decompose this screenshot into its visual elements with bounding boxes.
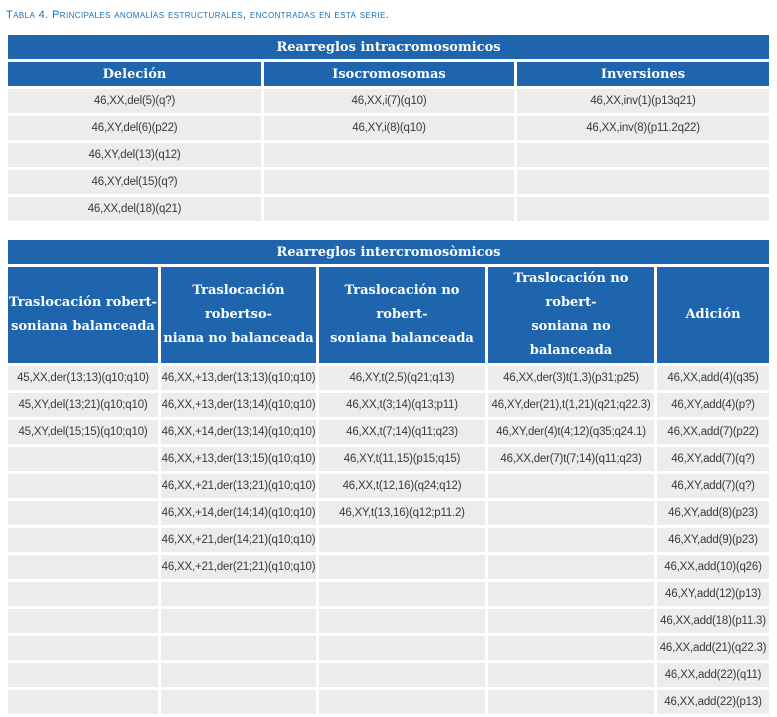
- table-cell: 46,XX,del(18)(q21): [8, 197, 261, 221]
- table-cell: [264, 143, 514, 167]
- table-cell: [8, 555, 158, 579]
- column-header-text: Traslocación no robert-: [513, 271, 629, 310]
- table-cell: 46,XY,del(13)(q12): [8, 143, 261, 167]
- table-cell: [161, 582, 316, 606]
- table-cell: [319, 636, 485, 660]
- table-cell: 46,XY,add(9)(p23): [657, 528, 769, 552]
- table-cell: 46,XX,+13,der(13;14)(q10;q10): [161, 393, 316, 417]
- table-cell: 46,XY,der(4)t(4;12)(q35;q24.1): [488, 420, 654, 444]
- table-cell: 46,XY,add(7)(q?): [657, 474, 769, 498]
- table-row: [8, 197, 769, 221]
- table-cell: 46,XX,+14,der(13;14)(q10;q10): [161, 420, 316, 444]
- column-header-text: soniana balanceada: [11, 319, 155, 334]
- table-cell: 46,XY,t(11,15)(p15;q15): [319, 447, 485, 471]
- table2-title: Rearreglos intercromosòmicos: [8, 240, 769, 264]
- table-cell: 45,XY,del(13;21)(q10;q10): [8, 393, 158, 417]
- column-header-text: soniana balanceada: [330, 331, 474, 346]
- table-row: [8, 170, 769, 194]
- table-cell: 46,XY,i(8)(q10): [264, 116, 514, 140]
- table1-title: Rearreglos intracromosomicos: [8, 35, 769, 59]
- table-cell: 46,XX,+21,der(13;21)(q10;q10): [161, 474, 316, 498]
- table-cell: 46,XX,add(22)(q11): [657, 663, 769, 687]
- table-cell: 46,XX,add(4)(q35): [657, 366, 769, 390]
- column-header: [264, 62, 514, 86]
- table-cell: [161, 609, 316, 633]
- table-cell: [8, 582, 158, 606]
- column-header-text: niana no balanceada: [163, 331, 314, 346]
- table-cell: 46,XY,add(7)(q?): [657, 447, 769, 471]
- table-cell: 46,XX,add(22)(p13): [657, 690, 769, 714]
- column-header-text: Traslocación robert-: [9, 295, 157, 310]
- table-cell: [319, 690, 485, 714]
- table-cell: [488, 609, 654, 633]
- table-cell: [8, 690, 158, 714]
- table-cell: [319, 555, 485, 579]
- table-cell: 46,XX,inv(1)(p13q21): [517, 89, 769, 113]
- table-cell: [488, 663, 654, 687]
- column-header-text: Isocromosomas: [332, 66, 446, 82]
- table-cell: [488, 582, 654, 606]
- table-cell: 46,XY,t(13,16)(q12;p11.2): [319, 501, 485, 525]
- table-cell: [517, 170, 769, 194]
- table-cell: 46,XX,t(7;14)(q11;q23): [319, 420, 485, 444]
- table-row: [8, 690, 769, 714]
- table-row: [8, 116, 769, 140]
- table-cell: 46,XY,add(12)(p13): [657, 582, 769, 606]
- table-cell: 46,XX,t(3;14)(q13;p11): [319, 393, 485, 417]
- table-cell: 46,XY,add(4)(p?): [657, 393, 769, 417]
- table-cell: [8, 474, 158, 498]
- table-cell: [8, 636, 158, 660]
- table-row: [8, 143, 769, 167]
- table-cell: 46,XX,del(5)(q?): [8, 89, 261, 113]
- table-cell: 46,XX,t(12,16)(q24;q12): [319, 474, 485, 498]
- table-cell: [488, 636, 654, 660]
- table-cell: [488, 555, 654, 579]
- table-cell: [319, 663, 485, 687]
- table-row: [8, 366, 769, 390]
- table-row: [8, 609, 769, 633]
- column-header-text: Adición: [685, 307, 741, 322]
- column-header: [8, 62, 261, 86]
- table-row: [8, 555, 769, 579]
- table-cell: [319, 582, 485, 606]
- column-header: [8, 267, 158, 363]
- table-cell: 45,XX,der(13;13)(q10;q10): [8, 366, 158, 390]
- column-header-text: Inversiones: [600, 66, 686, 82]
- table-cell: [161, 690, 316, 714]
- table-row: [8, 393, 769, 417]
- table-caption: Tabla 4. Principales anomalías estructurales, encontradas en esta serie.: [6, 9, 390, 21]
- table-cell: 46,XX,i(7)(q10): [264, 89, 514, 113]
- table-cell: 46,XX,add(18)(p11.3): [657, 609, 769, 633]
- column-header: [161, 267, 316, 363]
- table-row: [8, 89, 769, 113]
- table-row: [8, 636, 769, 660]
- table-row: [8, 474, 769, 498]
- table-cell: 46,XX,inv(8)(p11.2q22): [517, 116, 769, 140]
- table-cell: 46,XY,add(8)(p23): [657, 501, 769, 525]
- column-header-text: Traslocación robertso-: [192, 283, 285, 322]
- table-cell: 46,XY,der(21),t(1,21)(q21;q22.3): [488, 393, 654, 417]
- table-cell: [488, 690, 654, 714]
- column-header-text: soniana no balanceada: [529, 319, 613, 358]
- table-cell: [8, 501, 158, 525]
- table-cell: [8, 447, 158, 471]
- table-cell: 45,XY,del(15;15)(q10;q10): [8, 420, 158, 444]
- table-cell: 46,XY,del(15)(q?): [8, 170, 261, 194]
- table-cell: [517, 143, 769, 167]
- table-cell: [8, 609, 158, 633]
- intrachromosomal-table: [5, 32, 772, 224]
- table-cell: 46,XX,der(7)t(7;14)(q11;q23): [488, 447, 654, 471]
- column-header: [517, 62, 769, 86]
- table-cell: 46,XX,+14,der(14;14)(q10;q10): [161, 501, 316, 525]
- column-header-text: Deleción: [102, 66, 167, 82]
- column-header: [319, 267, 485, 363]
- table-cell: 46,XX,+21,der(14;21)(q10;q10): [161, 528, 316, 552]
- table-cell: 46,XX,add(21)(q22.3): [657, 636, 769, 660]
- table-cell: [264, 170, 514, 194]
- table-cell: 46,XX,der(3)t(1,3)(p31;p25): [488, 366, 654, 390]
- table-cell: [161, 663, 316, 687]
- table-cell: 46,XY,t(2,5)(q21;q13): [319, 366, 485, 390]
- table-cell: 46,XX,add(7)(p22): [657, 420, 769, 444]
- table-cell: [264, 197, 514, 221]
- column-header: [488, 267, 654, 363]
- table-cell: 46,XX,+13,der(13;13)(q10;q10): [161, 366, 316, 390]
- table-cell: [8, 663, 158, 687]
- table-row: [8, 663, 769, 687]
- table-cell: 46,XX,+13,der(13;15)(q10;q10): [161, 447, 316, 471]
- table-cell: [488, 501, 654, 525]
- table-cell: 46,XX,+21,der(21;21)(q10;q10): [161, 555, 316, 579]
- table-cell: 46,XX,add(10)(q26): [657, 555, 769, 579]
- table-cell: [488, 528, 654, 552]
- table-row: [8, 447, 769, 471]
- table-cell: [8, 528, 158, 552]
- table-cell: [517, 197, 769, 221]
- table-row: [8, 501, 769, 525]
- table-cell: [319, 609, 485, 633]
- column-header-text: Traslocación no robert-: [344, 283, 460, 322]
- table-row: [8, 528, 769, 552]
- table-cell: 46,XY,del(6)(p22): [8, 116, 261, 140]
- table-cell: [161, 636, 316, 660]
- table-cell: [319, 528, 485, 552]
- table-cell: [488, 474, 654, 498]
- interchromosomal-table: [5, 237, 772, 717]
- table-row: [8, 420, 769, 444]
- table-row: [8, 582, 769, 606]
- column-header: [657, 267, 769, 363]
